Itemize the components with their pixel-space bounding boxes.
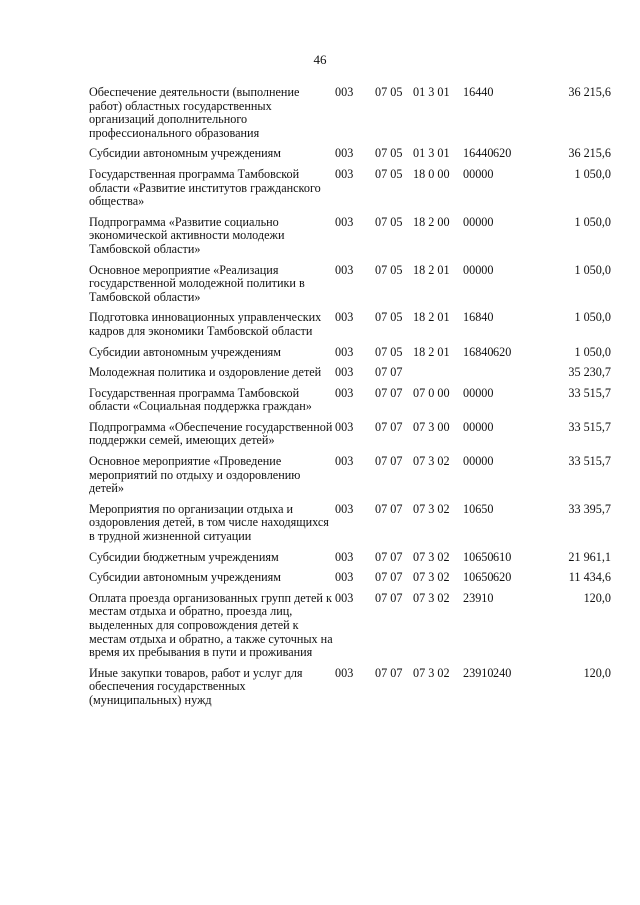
amount: 33 395,7	[568, 501, 611, 516]
amount: 33 515,7	[568, 454, 611, 469]
amount: 120,0	[583, 665, 611, 680]
amount: 1 050,0	[574, 262, 611, 277]
table-row	[89, 346, 611, 367]
budget-rows	[89, 86, 611, 715]
amount: 35 230,7	[568, 365, 611, 380]
expense-type-code: 620	[493, 344, 512, 359]
article-code: 01 3 01	[413, 146, 450, 161]
article-number: 16440	[463, 85, 494, 99]
row-name: Субсидии автономным учреждениям	[89, 146, 281, 161]
article-code: 07 3 02	[413, 570, 450, 585]
row-name: Подготовка инновационных управленческих кадров для экономики Тамбовской области	[89, 310, 322, 338]
row-name: Основное мероприятие «Проведение мероприятий по отдыху и оздоровлению детей»	[89, 454, 301, 496]
row-name: Иные закупки товаров, работ и услуг для обеспечения государственных (муниципальных) нужд	[89, 665, 303, 707]
table-row	[89, 667, 611, 715]
section-code: 07 05	[375, 344, 403, 359]
section-code: 07 07	[375, 570, 403, 585]
article-number: 23910	[463, 665, 494, 680]
article-number: 00000	[463, 385, 494, 400]
article-number: 16440	[463, 146, 494, 161]
expense-type-code	[493, 264, 531, 312]
section-code: 07 05	[375, 146, 403, 161]
page-number: 46	[313, 52, 327, 67]
table-row	[89, 571, 611, 592]
ministry-code: 003	[335, 549, 354, 564]
table-row	[89, 503, 611, 551]
article-code: 18 0 00	[413, 166, 450, 181]
article-number: 00000	[463, 454, 494, 469]
section-code: 07 07	[375, 385, 403, 400]
row-name: Основное мероприятие «Реализация государственной молодежной политики в Тамбовской области»	[89, 262, 305, 304]
article-code: 07 3 02	[413, 590, 450, 605]
amount: 11 434,6	[568, 570, 611, 585]
table-row	[89, 387, 611, 421]
section-code: 07 07	[375, 665, 403, 680]
article-number: 00000	[463, 419, 494, 434]
amount: 1 050,0	[574, 344, 611, 359]
ministry-code: 003	[335, 419, 354, 434]
article-number: 10650	[463, 570, 494, 585]
expense-type-code: 610	[493, 549, 512, 564]
section-code: 07 05	[375, 214, 403, 229]
row-name: Субсидии автономным учреждениям	[89, 570, 281, 585]
row-name: Оплата проезда организованных групп детей к местам отдыха и обратно, проезда лиц, выделенных для сопровождения детей к местам отдыха и обратно, а также суточных на время их пребывания в пути и проживания	[89, 590, 333, 660]
row-name: Субсидии автономным учреждениям	[89, 344, 281, 359]
expense-type-code	[493, 311, 531, 345]
row-name: Мероприятия по организации отдыха и оздоровления детей, в том числе находящихся в трудной жизненной ситуации	[89, 501, 329, 544]
section-code: 07 07	[375, 419, 403, 434]
amount: 21 961,1	[568, 549, 611, 564]
amount: 120,0	[583, 590, 611, 605]
section-code: 07 07	[375, 590, 403, 605]
article-code: 07 3 02	[413, 549, 450, 564]
budget-table	[89, 86, 611, 715]
section-code: 07 05	[375, 310, 403, 325]
ministry-code: 003	[335, 665, 354, 680]
table-row	[89, 216, 611, 264]
table-row	[89, 592, 611, 667]
article-number: 00000	[463, 262, 494, 277]
ministry-code: 003	[335, 501, 354, 516]
article-code: 07 3 00	[413, 419, 450, 434]
row-name: Молодежная политика и оздоровление детей	[89, 365, 322, 380]
ministry-code: 003	[335, 570, 354, 585]
article-number: 16840	[463, 344, 494, 359]
row-name: Субсидии бюджетным учреждениям	[89, 549, 279, 564]
article-code	[413, 366, 463, 387]
amount: 1 050,0	[574, 214, 611, 229]
table-row	[89, 366, 611, 387]
ministry-code: 003	[335, 85, 354, 99]
article-code: 07 3 02	[413, 454, 450, 469]
article-code: 01 3 01	[413, 85, 450, 99]
table-row	[89, 168, 611, 216]
expense-type-code	[493, 216, 531, 264]
ministry-code: 003	[335, 365, 354, 380]
expense-type-code: 620	[493, 146, 512, 161]
row-name: Подпрограмма «Развитие социально экономической активности молодежи Тамбовской области»	[89, 214, 285, 256]
expense-type-code	[493, 503, 531, 551]
amount: 36 215,6	[568, 146, 611, 161]
ministry-code: 003	[335, 214, 354, 229]
section-code: 07 07	[375, 454, 403, 469]
expense-type-code	[493, 168, 531, 216]
expense-type-code	[493, 86, 531, 147]
article-code: 18 2 00	[413, 214, 450, 229]
ministry-code: 003	[335, 310, 354, 325]
expense-type-code	[493, 421, 531, 455]
ministry-code: 003	[335, 385, 354, 400]
ministry-code: 003	[335, 262, 354, 277]
amount: 33 515,7	[568, 419, 611, 434]
article-number: 00000	[463, 166, 494, 181]
article-code: 18 2 01	[413, 344, 450, 359]
table-row	[89, 551, 611, 572]
article-number	[463, 366, 493, 387]
row-name: Государственная программа Тамбовской области «Развитие институтов гражданского общества»	[89, 166, 321, 209]
article-code: 07 0 00	[413, 385, 450, 400]
article-code: 18 2 01	[413, 310, 450, 325]
ministry-code: 003	[335, 166, 354, 181]
expense-type-code	[493, 366, 531, 387]
ministry-code: 003	[335, 146, 354, 161]
table-row	[89, 421, 611, 455]
table-row	[89, 147, 611, 168]
section-code: 07 07	[375, 365, 403, 380]
row-name: Государственная программа Тамбовской области «Социальная поддержка граждан»	[89, 385, 312, 414]
section-code: 07 05	[375, 166, 403, 181]
section-code: 07 07	[375, 501, 403, 516]
table-row	[89, 455, 611, 503]
article-number: 00000	[463, 214, 494, 229]
table-row	[89, 264, 611, 312]
section-code: 07 07	[375, 549, 403, 564]
row-name: Подпрограмма «Обеспечение государственной поддержки семей, имеющих детей»	[89, 419, 333, 448]
expense-type-code	[493, 455, 531, 503]
expense-type-code: 620	[493, 570, 512, 585]
row-name: Обеспечение деятельности (выполнение работ) областных государственных организаций дополнительного профессионального образования	[89, 85, 300, 140]
article-code: 18 2 01	[413, 262, 450, 277]
section-code: 07 05	[375, 262, 403, 277]
article-code: 07 3 02	[413, 501, 450, 516]
expense-type-code	[493, 592, 531, 667]
amount: 36 215,6	[568, 85, 611, 99]
expense-type-code	[493, 387, 531, 421]
article-number: 10650	[463, 501, 494, 516]
amount: 1 050,0	[574, 310, 611, 325]
ministry-code: 003	[335, 344, 354, 359]
ministry-code: 003	[335, 590, 354, 605]
article-number: 23910	[463, 590, 494, 605]
article-code: 07 3 02	[413, 665, 450, 680]
article-number: 16840	[463, 310, 494, 325]
amount: 33 515,7	[568, 385, 611, 400]
article-number: 10650	[463, 549, 494, 564]
table-row	[89, 86, 611, 147]
expense-type-code: 240	[493, 665, 512, 680]
amount: 1 050,0	[574, 166, 611, 181]
ministry-code: 003	[335, 454, 354, 469]
section-code: 07 05	[375, 85, 403, 99]
table-row	[89, 311, 611, 345]
